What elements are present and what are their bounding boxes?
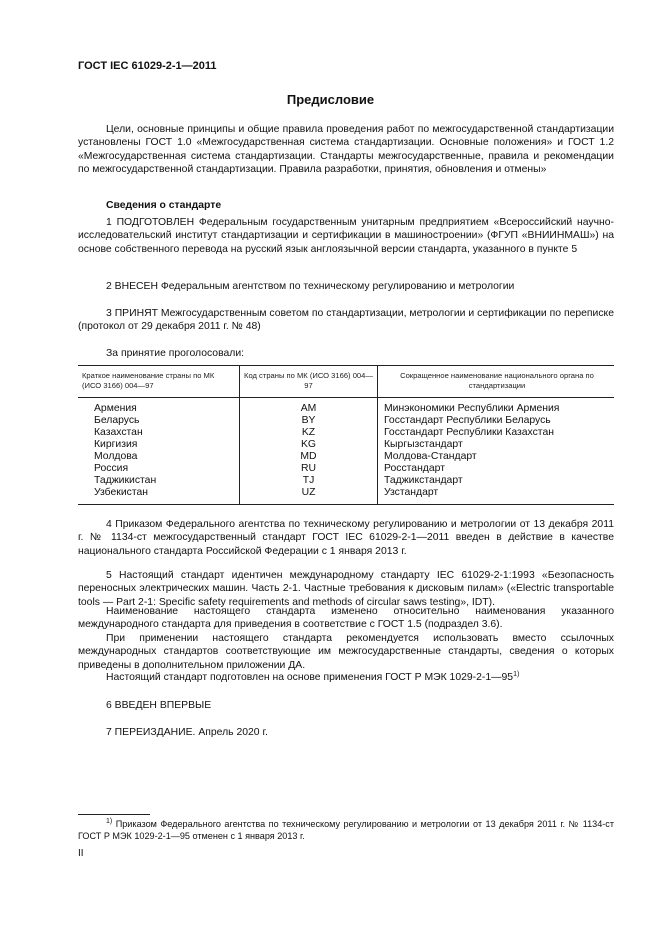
footnote-reference: 1) xyxy=(513,671,520,678)
item-1-prepared: 1 ПОДГОТОВЛЕН Федеральным государственным унитарным предприятием «Всероссийский научно-исследовательский институт стандартизации и сертификации в машиностроении» (ФГУП «ВНИИНМАШ») на основе собственного перевода на русский язык англоязычной версии стандарта, указанного в пункте 5 xyxy=(78,217,614,255)
cell-country: Казахстан xyxy=(94,427,143,438)
cell-country: Россия xyxy=(94,463,129,474)
cell-country: Киргизия xyxy=(94,439,138,450)
cell-code: KG xyxy=(240,439,378,451)
cell-country: Молдова xyxy=(94,451,138,462)
cell-country: Таджикистан xyxy=(94,475,157,486)
cell-country: Узбекистан xyxy=(78,487,240,505)
cell-country: Армения xyxy=(94,403,137,414)
page-number: II xyxy=(78,848,84,859)
cell-body: Таджикстандарт xyxy=(384,475,463,486)
cell-body: Госстандарт Республики Беларусь xyxy=(384,415,551,426)
document-code-header: ГОСТ IEC 61029-2-1—2011 xyxy=(78,60,217,72)
voting-table xyxy=(78,365,614,505)
table-row xyxy=(78,415,614,427)
cell-body: Молдова-Стандарт xyxy=(384,451,477,462)
item-5-references: При применении настоящего стандарта рекомендуется использовать вместо ссылочных международных стандартов соответствующие им межгосударственные стандарты, сведения о которых приведены в дополнительном приложении ДА. xyxy=(78,633,614,671)
cell-body: Росстандарт xyxy=(384,463,445,474)
footnote xyxy=(78,818,614,842)
cell-code: UZ xyxy=(240,487,378,505)
section-heading: Сведения о стандарте xyxy=(106,200,222,211)
table-row xyxy=(78,451,614,463)
cell-body: Кыргызстандарт xyxy=(384,439,463,450)
table-row xyxy=(78,398,614,416)
table-row xyxy=(78,463,614,475)
cell-code: KZ xyxy=(240,427,378,439)
table-row xyxy=(78,487,614,505)
footnote-text: Приказом Федерального агентства по техническому регулированию и метрологии от 13 декабря 2011 г. № 1134-ст ГОСТ Р МЭК 1029-2-1—95 отменен с 1 января 2013 г. xyxy=(78,819,614,841)
item-5-basis-text: Настоящий стандарт подготовлен на основе применения ГОСТ Р МЭК 1029-2-1—95 xyxy=(106,672,514,683)
item-4-order: 4 Приказом Федерального агентства по техническому регулированию и метрологии от 13 декабря 2011 г. № 1134-ст межгосударственный стандарт ГОСТ IEC 61029-2-1—2011 введен в действие в качестве национального стандарта Российской Федерации с 1 января 2013 г. xyxy=(78,519,614,557)
intro-paragraph: Цели, основные принципы и общие правила проведения работ по межгосударственной стандартизации установлены ГОСТ 1.0 «Межгосударственная система стандартизации. Основные положения» и ГОСТ 1.2 «Межгосударственная система стандартизации. Стандарты межгосударственные, правила и рекомендации по межгосударственной стандартизации. Правила разработки, принятия, обновления и отмены» xyxy=(78,124,614,176)
cell-code: RU xyxy=(240,463,378,475)
cell-body: Госстандарт Республики Казахстан xyxy=(384,427,554,438)
vote-intro: За принятие проголосовали: xyxy=(106,348,245,359)
column-header-body: Сокращенное наименование национального органа по стандартизации xyxy=(378,366,615,398)
cell-code: MD xyxy=(240,451,378,463)
cell-body: Минэкономики Республики Армения xyxy=(384,403,560,414)
item-5-name-change: Наименование настоящего стандарта изменено относительно наименования указанного международного стандарта для приведения в соответствие с ГОСТ 1.5 (подраздел 3.6). xyxy=(78,606,614,631)
footnote-mark: 1) xyxy=(106,818,113,825)
table-row xyxy=(78,475,614,487)
item-5-basis xyxy=(78,671,614,684)
footnote-divider xyxy=(78,814,150,815)
cell-code: BY xyxy=(240,415,378,427)
item-5-identical: 5 Настоящий стандарт идентичен международному стандарту IEC 61029-2-1:1993 «Безопасность переносных электрических машин. Часть 2-1. Частные требования к дисковым пилам» («Electric transportable tools — Part 2-1: Specific safety requirements and methods of circular saws testing», IDT). xyxy=(78,570,614,608)
column-header-country: Краткое наименование страны по МК (ИСО 3166) 004—97 xyxy=(78,366,240,398)
cell-country: Беларусь xyxy=(94,415,140,426)
table-row xyxy=(78,427,614,439)
cell-code: TJ xyxy=(240,475,378,487)
column-header-code: Код страны по МК (ИСО 3166) 004—97 xyxy=(240,366,378,398)
table-row xyxy=(78,439,614,451)
cell-code: AM xyxy=(240,398,378,416)
item-6-first-introduced: 6 ВВЕДЕН ВПЕРВЫЕ xyxy=(106,700,212,711)
cell-body: Узстандарт xyxy=(378,487,615,505)
table-header-row xyxy=(78,366,614,398)
page-title: Предисловие xyxy=(286,92,375,107)
item-2-introduced: 2 ВНЕСЕН Федеральным агентством по техническому регулированию и метрологии xyxy=(106,281,515,292)
item-3-adopted: 3 ПРИНЯТ Межгосударственным советом по стандартизации, метрологии и сертификации по переписке (протокол от 29 декабря 2011 г. № 48) xyxy=(78,308,614,333)
item-7-reissue: 7 ПЕРЕИЗДАНИЕ. Апрель 2020 г. xyxy=(106,727,268,738)
